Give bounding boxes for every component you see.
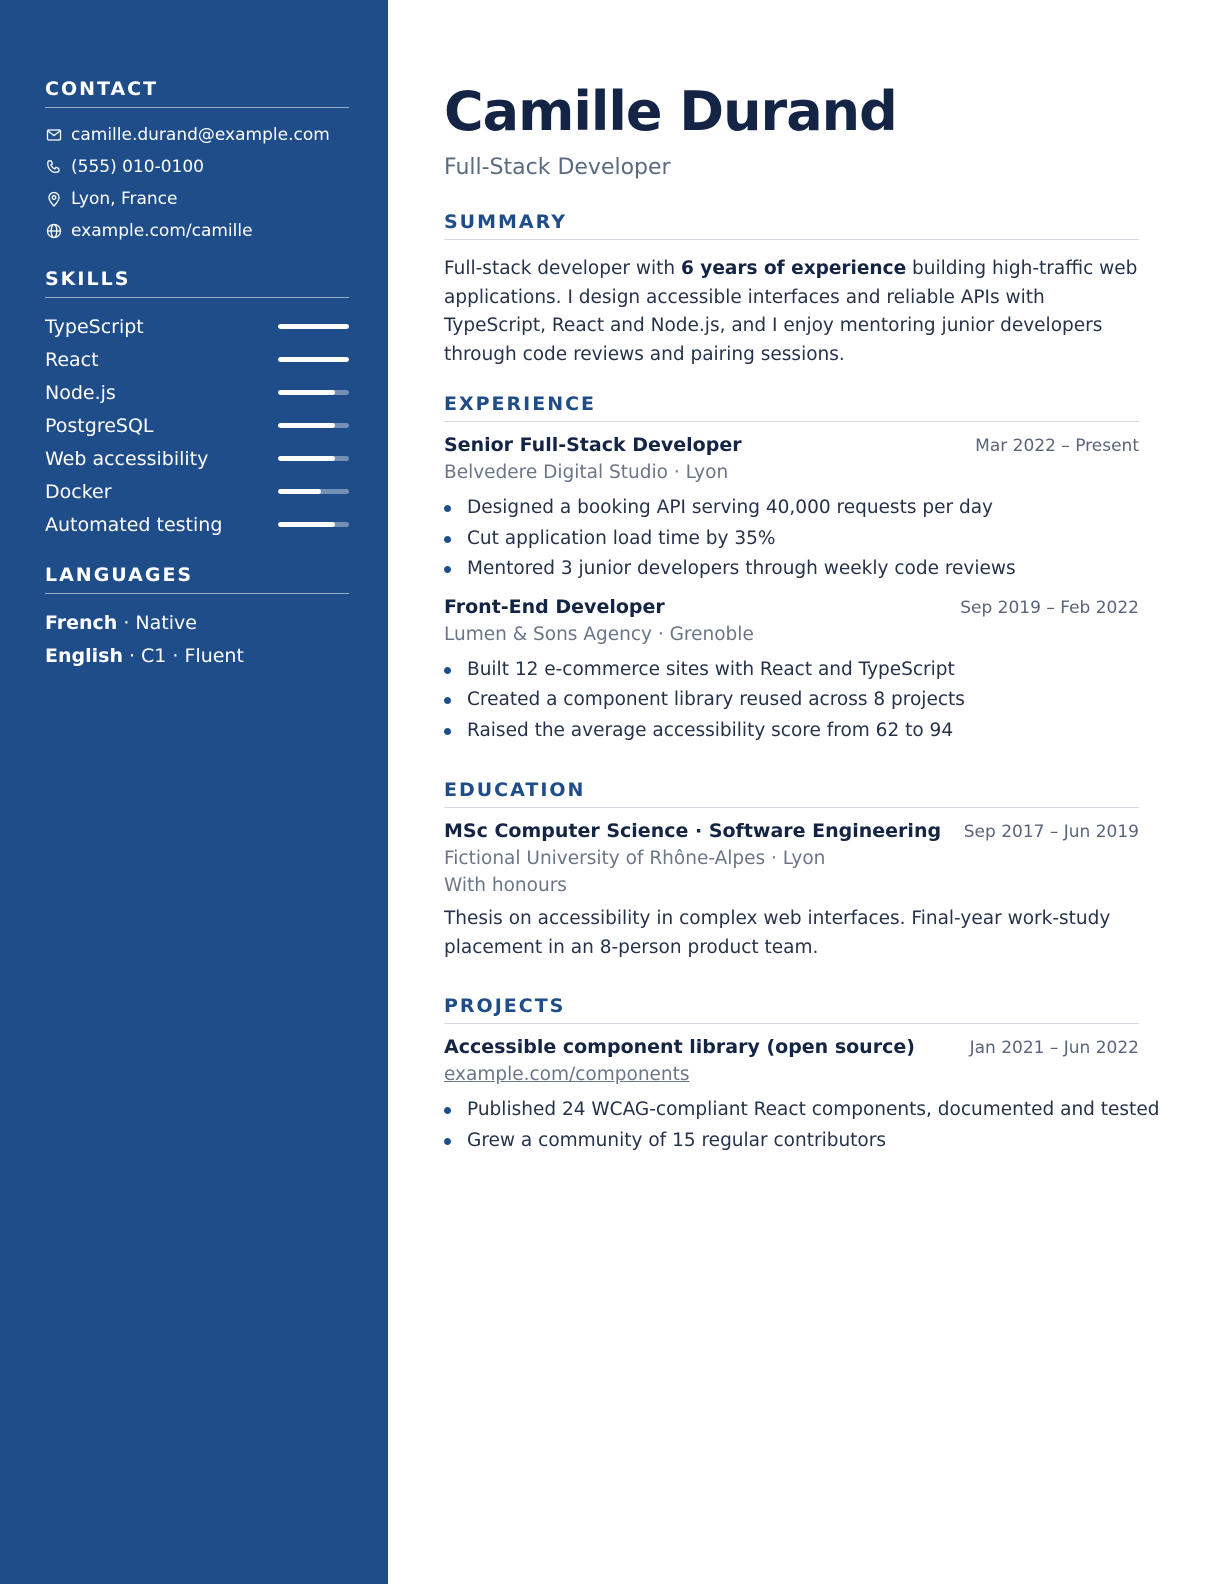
skill-item <box>45 343 349 376</box>
contact-location-text: Lyon, France <box>71 189 178 209</box>
bullet-text: Raised the average accessibility score from 62 to 94 <box>467 719 954 741</box>
bullet-item <box>444 493 1139 524</box>
bullet-item <box>444 655 1139 686</box>
bullet-text: Grew a community of 15 regular contributors <box>467 1129 886 1151</box>
skill-name: PostgreSQL <box>45 414 154 437</box>
skill-name: React <box>45 348 99 371</box>
skills-heading: SKILLS <box>45 268 349 298</box>
entry-header <box>444 596 1139 618</box>
project-title: Accessible component library (open source) <box>444 1036 915 1058</box>
language-name: English <box>45 644 123 667</box>
education-section <box>444 779 1139 962</box>
contact-website[interactable] <box>45 215 349 247</box>
contact-heading: CONTACT <box>45 78 349 108</box>
entry-bullets <box>444 655 1139 747</box>
skill-name: Web accessibility <box>45 447 209 470</box>
bullet-dot <box>444 697 451 704</box>
education-entry <box>444 820 1139 962</box>
entry-company: Belvedere Digital Studio · Lyon <box>444 462 729 483</box>
bullet-dot <box>444 505 451 512</box>
summary-text-start: Full-stack developer with <box>444 258 681 279</box>
skill-level-fill <box>278 489 321 494</box>
project-entry <box>444 1036 1160 1156</box>
skills-section <box>45 268 349 541</box>
languages-section <box>45 564 349 672</box>
entry-title: Senior Full-Stack Developer <box>444 434 742 456</box>
summary-text-end: building high-traffic web applications. I design accessible interfaces and reliable APIs with TypeScript, React and Node.js, and I enjoy mentoring junior developers through code reviews and pairing sessions. <box>444 258 1138 365</box>
skill-level-fill <box>278 456 335 461</box>
skill-item <box>45 508 349 541</box>
contact-location <box>45 183 349 215</box>
skill-level-fill <box>278 390 335 395</box>
bullet-dot <box>444 566 451 573</box>
skill-item <box>45 376 349 409</box>
entry-date: Mar 2022 – Present <box>975 436 1139 456</box>
skill-level-bar <box>278 489 349 494</box>
skill-name: Docker <box>45 480 112 503</box>
experience-heading: EXPERIENCE <box>444 393 1139 422</box>
bullet-text: Published 24 WCAG-compliant React components, documented and tested <box>467 1099 1160 1120</box>
language-name: French <box>45 611 118 634</box>
skill-level-bar <box>278 324 349 329</box>
skill-item <box>45 442 349 475</box>
languages-heading: LANGUAGES <box>45 564 349 594</box>
bullet-dot <box>444 1107 451 1114</box>
skill-name: Node.js <box>45 381 116 404</box>
contact-phone-text: (555) 010-0100 <box>71 157 204 177</box>
skill-level-fill <box>278 522 335 527</box>
entry-title: Front-End Developer <box>444 595 665 618</box>
mail-icon <box>45 126 63 144</box>
language-level: Native <box>135 611 197 634</box>
bullet-item <box>444 716 1139 747</box>
skill-level-bar <box>278 456 349 461</box>
bullet-dot <box>444 536 451 543</box>
projects-heading: PROJECTS <box>444 995 1139 1024</box>
bullet-text: Mentored 3 junior developers through weekly code reviews <box>467 558 1016 579</box>
entry-company: Lumen & Sons Agency · Grenoble <box>444 623 754 645</box>
school-name: Fictional University of Rhône-Alpes · Lyon <box>444 848 826 869</box>
globe-icon <box>45 222 63 240</box>
sidebar <box>0 0 388 1584</box>
bullet-dot <box>444 1138 451 1145</box>
entry-header <box>444 1036 1139 1058</box>
bullet-dot <box>444 728 451 735</box>
skill-level-bar <box>278 522 349 527</box>
summary-highlight: 6 years of experience <box>680 258 907 279</box>
bullet-dot <box>444 667 451 674</box>
projects-section <box>444 995 1160 1156</box>
contact-section <box>45 78 349 247</box>
summary-heading: SUMMARY <box>444 211 1139 240</box>
entry-bullets <box>444 1095 1160 1156</box>
skill-level-bar <box>278 423 349 428</box>
summary-text <box>444 255 1139 369</box>
job-title: Full-Stack Developer <box>444 155 671 180</box>
location-pin-icon <box>45 190 63 208</box>
contact-email[interactable] <box>45 119 349 151</box>
language-level: C1 · Fluent <box>141 644 244 667</box>
bullet-item <box>444 554 1139 585</box>
languages-list <box>45 606 349 672</box>
experience-entry <box>444 434 1139 585</box>
education-heading: EDUCATION <box>444 779 1139 808</box>
skill-name: Automated testing <box>45 513 223 536</box>
bullet-item <box>444 1126 1139 1157</box>
degree-honours: With honours <box>444 875 567 896</box>
skill-level-fill <box>278 324 349 329</box>
bullet-text: Built 12 e-commerce sites with React and TypeScript <box>467 658 955 680</box>
entry-date: Sep 2019 – Feb 2022 <box>960 597 1139 618</box>
skill-item <box>45 475 349 508</box>
skill-item <box>45 310 349 343</box>
language-item <box>45 639 349 672</box>
contact-email-text: camille.durand@example.com <box>71 125 330 145</box>
skill-item <box>45 409 349 442</box>
skill-level-fill <box>278 357 349 362</box>
bullet-text: Cut application load time by 35% <box>467 527 776 549</box>
skill-level-fill <box>278 423 335 428</box>
bullet-item <box>444 524 1139 555</box>
bullet-item <box>444 685 1139 716</box>
separator: · <box>128 644 136 667</box>
skill-level-bar <box>278 390 349 395</box>
skill-name: TypeScript <box>45 315 144 338</box>
entry-date: Sep 2017 – Jun 2019 <box>963 822 1139 842</box>
bullet-text: Created a component library reused across 8 projects <box>467 689 965 710</box>
language-item <box>45 606 349 639</box>
education-description: Thesis on accessibility in complex web interfaces. Final-year work-study placement in an 8-person product team. <box>444 908 1111 958</box>
entry-header <box>444 434 1139 456</box>
bullet-text: Designed a booking API serving 40,000 requests per day <box>467 497 993 518</box>
experience-section <box>444 393 1139 746</box>
degree-title: MSc Computer Science · Software Engineering <box>444 820 942 842</box>
skills-list <box>45 310 349 541</box>
separator: · <box>123 611 130 634</box>
project-link[interactable]: example.com/components <box>444 1064 690 1085</box>
experience-entry <box>444 596 1139 747</box>
summary-section <box>444 211 1139 369</box>
skill-level-bar <box>278 357 349 362</box>
contact-list <box>45 119 349 247</box>
entry-header <box>444 820 1139 842</box>
bullet-item <box>444 1095 1160 1126</box>
contact-phone[interactable] <box>45 151 349 183</box>
entry-date: Jan 2021 – Jun 2022 <box>969 1038 1139 1058</box>
entry-bullets <box>444 493 1139 585</box>
contact-website-text: example.com/camille <box>71 221 253 241</box>
phone-icon <box>45 158 63 176</box>
candidate-name: Camille Durand <box>444 80 897 143</box>
